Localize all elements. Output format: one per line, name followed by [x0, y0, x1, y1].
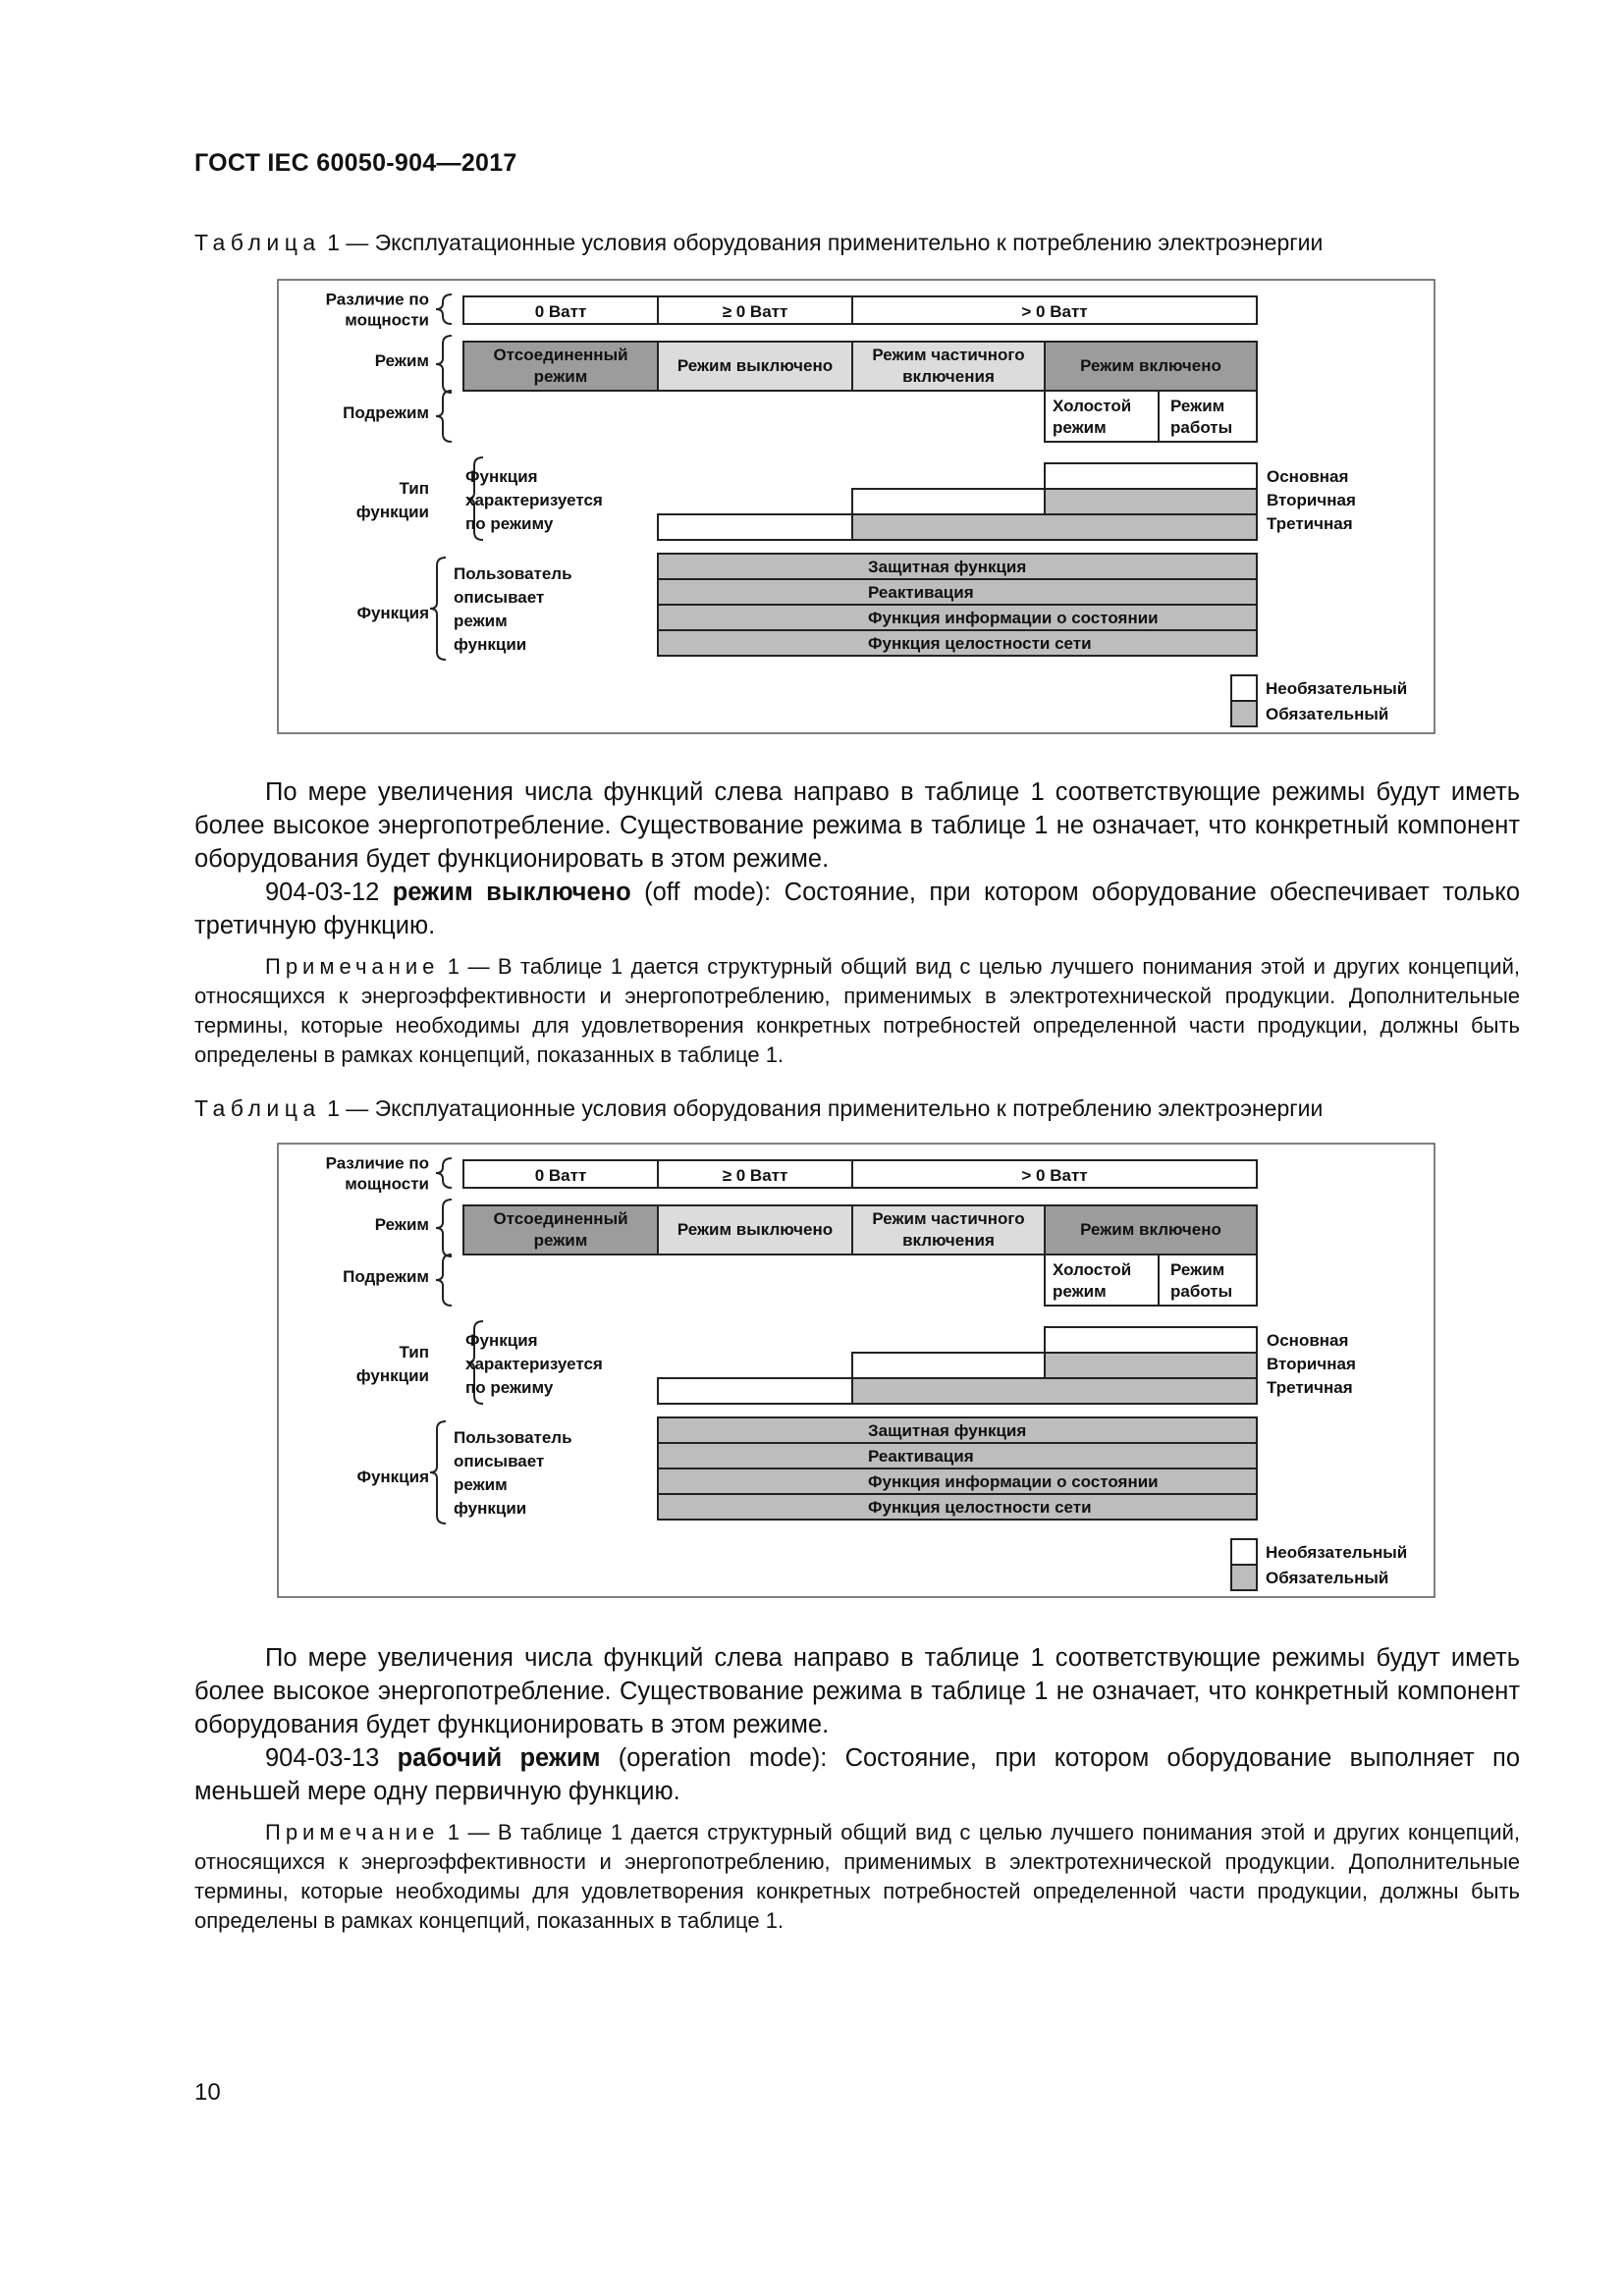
page-number: 10 — [194, 2079, 221, 2106]
row-label-func-type: функции — [355, 1366, 429, 1385]
note-label: Примечание — [265, 954, 440, 979]
legend-mandatory-swatch — [1231, 1565, 1257, 1590]
func-type-desc: по режиму — [465, 1378, 554, 1397]
mode-cell-label: Режим выключено — [677, 356, 834, 375]
level-secondary-mandatory — [1045, 1353, 1257, 1378]
function-row-label: Защитная функция — [868, 558, 1027, 576]
row-label-mode: Режим — [374, 351, 429, 370]
mode-cell-label: режим — [533, 367, 588, 386]
function-desc: описывает — [454, 1452, 545, 1470]
function-row-label: Реактивация — [868, 583, 974, 602]
level-primary-optional — [1045, 463, 1257, 489]
function-row-label: Функция информации о состоянии — [868, 1472, 1159, 1491]
func-type-desc: характеризуется — [465, 1355, 603, 1373]
note-text: 1 — В таблице 1 дается структурный общий вид с целью лучшего понимания этой и других концепций, относящихся к энергоэффективности и энергопотреблению, применимых в электротехнической продукции. Дополнительные термины, которые необходимы для удовлетворения конкретных потребностей определенной части продукции, должны быть определены в рамках концепций, показанных в таблице 1. — [194, 954, 1520, 1067]
function-desc: Пользователь — [454, 564, 572, 583]
function-row-label: Защитная функция — [868, 1421, 1027, 1440]
row-label-function: Функция — [356, 604, 429, 622]
mode-cell-label: Отсоединенный — [493, 1209, 628, 1228]
submode-cell-label: Холостой — [1053, 1260, 1132, 1279]
mode-cell-label: режим — [533, 1231, 588, 1250]
mode-diagram — [277, 279, 1435, 734]
func-type-desc: Функция — [465, 1331, 538, 1350]
legend-optional-swatch — [1231, 1539, 1257, 1565]
func-level-primary: Основная — [1267, 467, 1349, 486]
level-secondary-optional — [852, 489, 1045, 514]
func-type-desc: характеризуется — [465, 491, 603, 509]
table-caption — [194, 1095, 1323, 1122]
function-desc: функции — [454, 635, 527, 654]
function-row-label: Функция целостности сети — [868, 1498, 1092, 1517]
level-primary-optional — [1045, 1327, 1257, 1353]
row-label-func-type: функции — [355, 503, 429, 521]
term-name: режим выключено — [392, 879, 631, 906]
term-text: (off mode): Состояние, при котором оборудование обеспечивает только третичную функцию. — [194, 879, 1521, 939]
func-type-desc: Функция — [465, 467, 538, 486]
row-label-power: мощности — [345, 1174, 429, 1194]
body-text — [194, 775, 1520, 942]
submode-cell-label: работы — [1170, 1282, 1233, 1301]
mode-cell-label: включения — [902, 1231, 995, 1250]
mode-diagram — [277, 1143, 1435, 1598]
row-label-power: Различие по — [325, 290, 429, 309]
row-label-function: Функция — [356, 1468, 429, 1486]
power-cell-label: > 0 Ватт — [1021, 302, 1088, 321]
power-cell-label: 0 Ватт — [534, 1166, 587, 1185]
legend-optional-swatch — [1231, 675, 1257, 701]
function-desc: Пользователь — [454, 1428, 572, 1447]
term-number: 904-03-13 — [265, 1744, 398, 1772]
submode-cell-label: режим — [1053, 1282, 1107, 1301]
body-text — [194, 1641, 1520, 1808]
table-caption-word: Таблица — [194, 1095, 321, 1121]
legend-mandatory-swatch — [1231, 701, 1257, 726]
table-caption — [194, 230, 1323, 256]
submode-cell-label: Режим — [1170, 1260, 1225, 1279]
row-label-func-type: Тип — [399, 1343, 429, 1362]
level-secondary-optional — [852, 1353, 1045, 1378]
legend-optional-label: Необязательный — [1266, 679, 1408, 698]
function-row-label: Реактивация — [868, 1447, 974, 1466]
row-label-power: мощности — [345, 310, 429, 330]
level-secondary-mandatory — [1045, 489, 1257, 514]
row-label-submode: Подрежим — [343, 403, 429, 422]
term-definition — [194, 876, 1520, 942]
term-definition — [194, 1741, 1520, 1808]
func-level-primary: Основная — [1267, 1331, 1349, 1350]
legend-mandatory-label: Обязательный — [1266, 705, 1389, 723]
mode-cell-label: Режим включено — [1080, 1220, 1221, 1239]
function-desc: режим — [454, 612, 508, 630]
submode-cell-label: Холостой — [1053, 397, 1132, 415]
paragraph: По мере увеличения числа функций слева направо в таблице 1 соответствующие режимы будут иметь более высокое энергопотребление. Существование режима в таблице 1 не означает, что конкретный компонент оборудования будет функционировать в этом режиме. — [194, 778, 1520, 873]
func-type-desc: по режиму — [465, 514, 554, 533]
row-label-mode: Режим — [374, 1215, 429, 1234]
mode-cell-label: Режим включено — [1080, 356, 1221, 375]
term-number: 904-03-12 — [265, 879, 393, 906]
level-tertiary-mandatory — [852, 514, 1257, 540]
mode-cell-label: Режим выключено — [677, 1220, 834, 1239]
row-label-power: Различие по — [325, 1153, 429, 1173]
mode-cell-label: Режим частичного — [872, 1209, 1025, 1228]
function-desc: описывает — [454, 588, 545, 607]
power-cell-label: 0 Ватт — [534, 302, 587, 321]
function-row-label: Функция целостности сети — [868, 634, 1092, 653]
power-cell-label: > 0 Ватт — [1021, 1166, 1088, 1185]
note — [194, 1818, 1520, 1936]
submode-cell-label: Режим — [1170, 397, 1225, 415]
func-level-secondary: Вторичная — [1267, 491, 1356, 509]
submode-cell-label: работы — [1170, 418, 1233, 437]
legend-optional-label: Необязательный — [1266, 1543, 1408, 1562]
mode-cell-label: Отсоединенный — [493, 346, 628, 364]
paragraph: По мере увеличения числа функций слева направо в таблице 1 соответствующие режимы будут иметь более высокое энергопотребление. Существование режима в таблице 1 не означает, что конкретный компонент оборудования будет функционировать в этом режиме. — [194, 1644, 1520, 1738]
mode-cell-label: включения — [902, 367, 995, 386]
function-row-label: Функция информации о состоянии — [868, 609, 1159, 627]
level-tertiary-optional — [658, 1378, 852, 1404]
power-cell-label: ≥ 0 Ватт — [722, 302, 788, 321]
row-label-submode: Подрежим — [343, 1267, 429, 1286]
func-level-tertiary: Третичная — [1267, 1378, 1353, 1397]
level-tertiary-mandatory — [852, 1378, 1257, 1404]
submode-cell-label: режим — [1053, 418, 1107, 437]
legend-mandatory-label: Обязательный — [1266, 1569, 1389, 1587]
note-text: 1 — В таблице 1 дается структурный общий вид с целью лучшего понимания этой и других концепций, относящихся к энергоэффективности и энергопотреблению, применимых в электротехнической продукции. Дополнительные термины, которые необходимы для удовлетворения конкретных потребностей определенной части продукции, должны быть определены в рамках концепций, показанных в таблице 1. — [194, 1820, 1520, 1933]
note — [194, 952, 1520, 1070]
table-caption-word: Таблица — [194, 230, 321, 255]
function-desc: режим — [454, 1475, 508, 1494]
func-level-tertiary: Третичная — [1267, 514, 1353, 533]
term-name: рабочий режим — [397, 1744, 601, 1772]
level-tertiary-optional — [658, 514, 852, 540]
function-desc: функции — [454, 1499, 527, 1518]
document-header: ГОСТ IEC 60050-904—2017 — [194, 149, 517, 177]
note-label: Примечание — [265, 1820, 440, 1844]
mode-cell-label: Режим частичного — [872, 346, 1025, 364]
power-cell-label: ≥ 0 Ватт — [722, 1166, 788, 1185]
row-label-func-type: Тип — [399, 479, 429, 498]
term-text: (operation mode): Состояние, при котором оборудование выполняет по меньшей мере одну первичную функцию. — [194, 1744, 1521, 1805]
func-level-secondary: Вторичная — [1267, 1355, 1356, 1373]
table-caption-text: 1 — Эксплуатационные условия оборудования применительно к потреблению электроэнергии — [320, 230, 1324, 255]
table-caption-text: 1 — Эксплуатационные условия оборудования применительно к потреблению электроэнергии — [320, 1095, 1324, 1121]
